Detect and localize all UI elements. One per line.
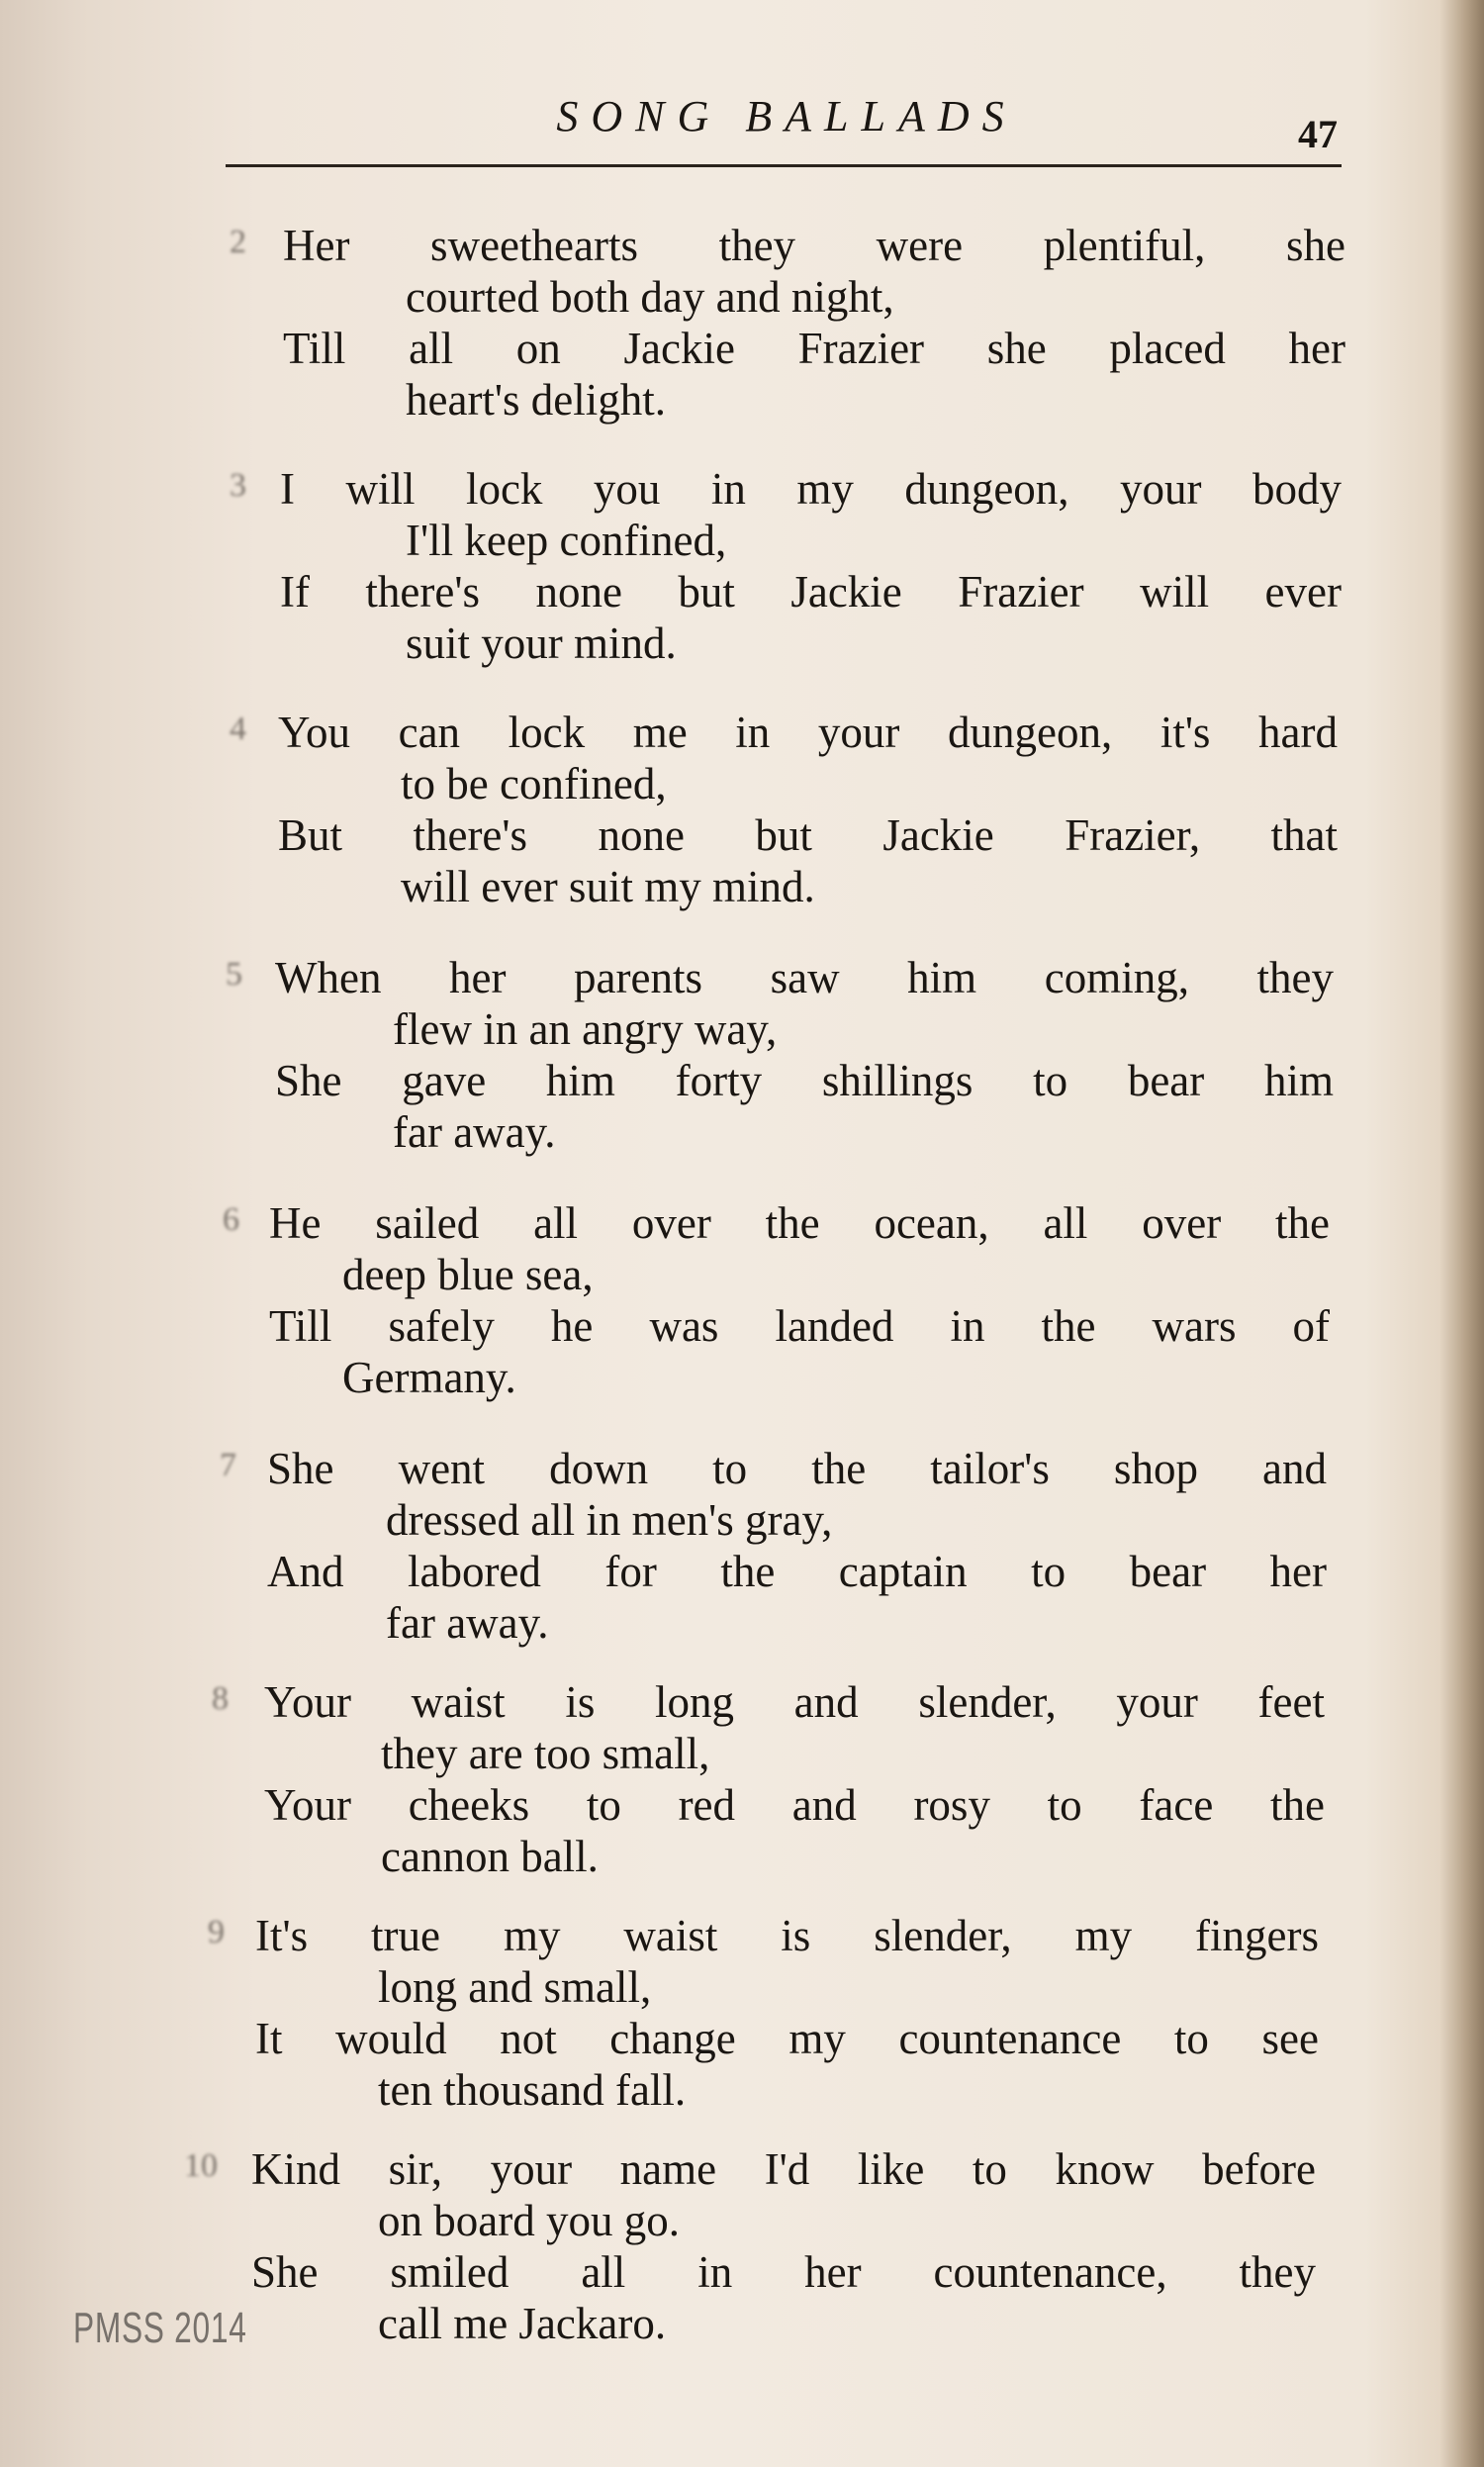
page-number: 47 bbox=[1298, 112, 1338, 156]
stanza-number: 2 bbox=[230, 224, 246, 260]
verse-line-continuation: will ever suit my mind. bbox=[401, 862, 815, 911]
verse-line: She smiled all in her countenance, they bbox=[251, 2247, 1316, 2297]
stanza bbox=[226, 952, 1334, 1158]
verse-line: Her sweethearts they were plentiful, she bbox=[283, 221, 1345, 270]
verse-line-continuation: call me Jackaro. bbox=[378, 2299, 667, 2348]
verse-line: Your cheeks to red and rosy to face the bbox=[264, 1780, 1325, 1830]
stanza-number: 8 bbox=[212, 1680, 229, 1717]
verse-line-continuation: suit your mind. bbox=[406, 618, 677, 668]
stanza bbox=[230, 707, 1338, 912]
stanza bbox=[230, 463, 1342, 669]
verse-line: And labored for the captain to bear her bbox=[267, 1547, 1327, 1596]
verse-line-continuation: Germany. bbox=[342, 1353, 516, 1402]
stanza bbox=[212, 1676, 1325, 1882]
running-title: SONG BALLADS bbox=[556, 92, 1017, 141]
verse-line-continuation: ten thousand fall. bbox=[378, 2065, 687, 2115]
verse-line-continuation: far away. bbox=[393, 1107, 556, 1157]
stanza-number: 6 bbox=[223, 1201, 239, 1238]
verse-line-continuation: dressed all in men's gray, bbox=[386, 1495, 833, 1545]
stanza bbox=[220, 1443, 1327, 1649]
verse-line: But there's none but Jackie Frazier, that bbox=[278, 810, 1338, 860]
stanza-number: 7 bbox=[220, 1447, 236, 1483]
verse-line-continuation: on board you go. bbox=[378, 2196, 680, 2245]
watermark: PMSS 2014 bbox=[73, 2304, 247, 2352]
verse-line-continuation: flew in an angry way, bbox=[393, 1004, 778, 1054]
verse-line-continuation: courted both day and night, bbox=[406, 272, 894, 322]
stanza bbox=[230, 220, 1345, 426]
verse-line: Kind sir, your name I'd like to know before bbox=[251, 2144, 1316, 2194]
verse-line: I will lock you in my dungeon, your body bbox=[280, 464, 1342, 514]
verse-line: Till safely he was landed in the wars of bbox=[269, 1301, 1330, 1351]
header-rule bbox=[226, 164, 1342, 167]
stanza-number: 9 bbox=[208, 1914, 225, 1950]
stanza-number: 3 bbox=[230, 467, 246, 504]
stanza-number: 5 bbox=[226, 956, 242, 993]
verse-line: When her parents saw him coming, they bbox=[275, 953, 1334, 1002]
verse-line: She went down to the tailor's shop and bbox=[267, 1444, 1327, 1493]
verse-line-continuation: they are too small, bbox=[381, 1729, 710, 1778]
verse-line-continuation: heart's delight. bbox=[406, 375, 667, 425]
verse-line-continuation: I'll keep confined, bbox=[406, 516, 727, 565]
stanza-number: 4 bbox=[230, 711, 246, 747]
verse-line-continuation: long and small, bbox=[378, 1962, 652, 2012]
verse-line: You can lock me in your dungeon, it's hard bbox=[278, 708, 1338, 757]
verse-line-continuation: to be confined, bbox=[401, 759, 667, 808]
verse-line: If there's none but Jackie Frazier will ever bbox=[280, 567, 1342, 617]
stanza bbox=[223, 1197, 1330, 1403]
verse-line: She gave him forty shillings to bear him bbox=[275, 1056, 1334, 1105]
verse-line: He sailed all over the ocean, all over the bbox=[269, 1198, 1330, 1248]
verse-line: It's true my waist is slender, my fingers bbox=[255, 1911, 1319, 1960]
verse-line: Your waist is long and slender, your feet bbox=[264, 1677, 1325, 1727]
stanza-number: 10 bbox=[184, 2147, 218, 2184]
verse-line: It would not change my countenance to see bbox=[255, 2014, 1319, 2063]
stanza bbox=[208, 1910, 1319, 2116]
stanza bbox=[184, 2143, 1316, 2349]
verse-line-continuation: far away. bbox=[386, 1598, 549, 1648]
verse-line-continuation: deep blue sea, bbox=[342, 1250, 594, 1299]
verse-line-continuation: cannon ball. bbox=[381, 1832, 599, 1881]
verse-line: Till all on Jackie Frazier she placed her bbox=[283, 324, 1345, 373]
